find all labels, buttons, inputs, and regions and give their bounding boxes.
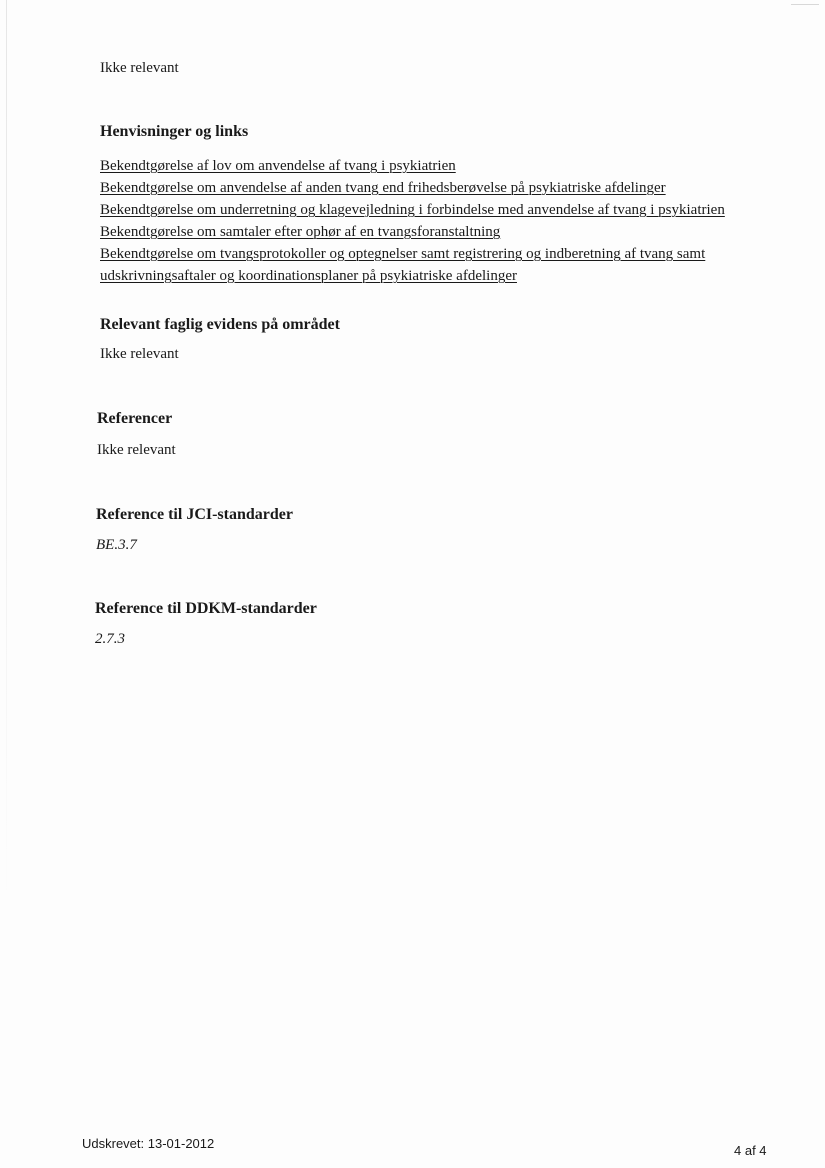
link-samtaler[interactable]: Bekendtgørelse om samtaler efter ophør af en tvangsforanstaltning	[100, 224, 501, 240]
ddkm-section	[95, 598, 755, 649]
link-item	[100, 155, 760, 177]
printed-date: Udskrevet: 13-01-2012	[82, 1136, 215, 1151]
link-item	[100, 177, 760, 199]
jci-standard: BE.3.7	[96, 537, 137, 553]
ddkm-standard: 2.7.3	[95, 631, 125, 647]
link-item	[100, 221, 760, 243]
link-tvangsprotokoller[interactable]: Bekendtgørelse om tvangsprotokoller og optegnelser samt registrering og indberetning af tvang samt udskrivningsaftaler og koordinationsplaner på psykiatriske afdelinger	[100, 246, 706, 284]
references-section	[97, 408, 757, 460]
references-heading: Referencer	[97, 410, 173, 427]
jci-heading: Reference til JCI-standarder	[96, 506, 293, 523]
link-anden-tvang[interactable]: Bekendtgørelse om anvendelse af anden tvang end frihedsberøvelse på psykiatriske afdelinger	[100, 180, 666, 196]
references-text: Ikke relevant	[97, 442, 176, 458]
intro-text: Ikke relevant	[100, 60, 179, 76]
intro-block	[100, 58, 760, 78]
scan-mark	[791, 4, 819, 5]
link-item	[100, 199, 760, 221]
evidence-text: Ikke relevant	[100, 346, 179, 362]
links-list	[100, 155, 760, 287]
evidence-section	[100, 314, 760, 364]
scan-edge	[6, 0, 7, 900]
link-lov-tvang[interactable]: Bekendtgørelse af lov om anvendelse af tvang i psykiatrien	[100, 158, 456, 174]
ddkm-heading: Reference til DDKM-standarder	[95, 600, 317, 617]
evidence-heading: Relevant faglig evidens på området	[100, 316, 340, 333]
links-section	[100, 121, 760, 287]
link-item	[100, 243, 760, 287]
page-number: 4 af 4	[734, 1143, 767, 1158]
links-heading: Henvisninger og links	[100, 123, 249, 140]
jci-section	[96, 504, 756, 555]
link-underretning[interactable]: Bekendtgørelse om underretning og klagevejledning i forbindelse med anvendelse af tvang i psykiatrien	[100, 202, 725, 218]
